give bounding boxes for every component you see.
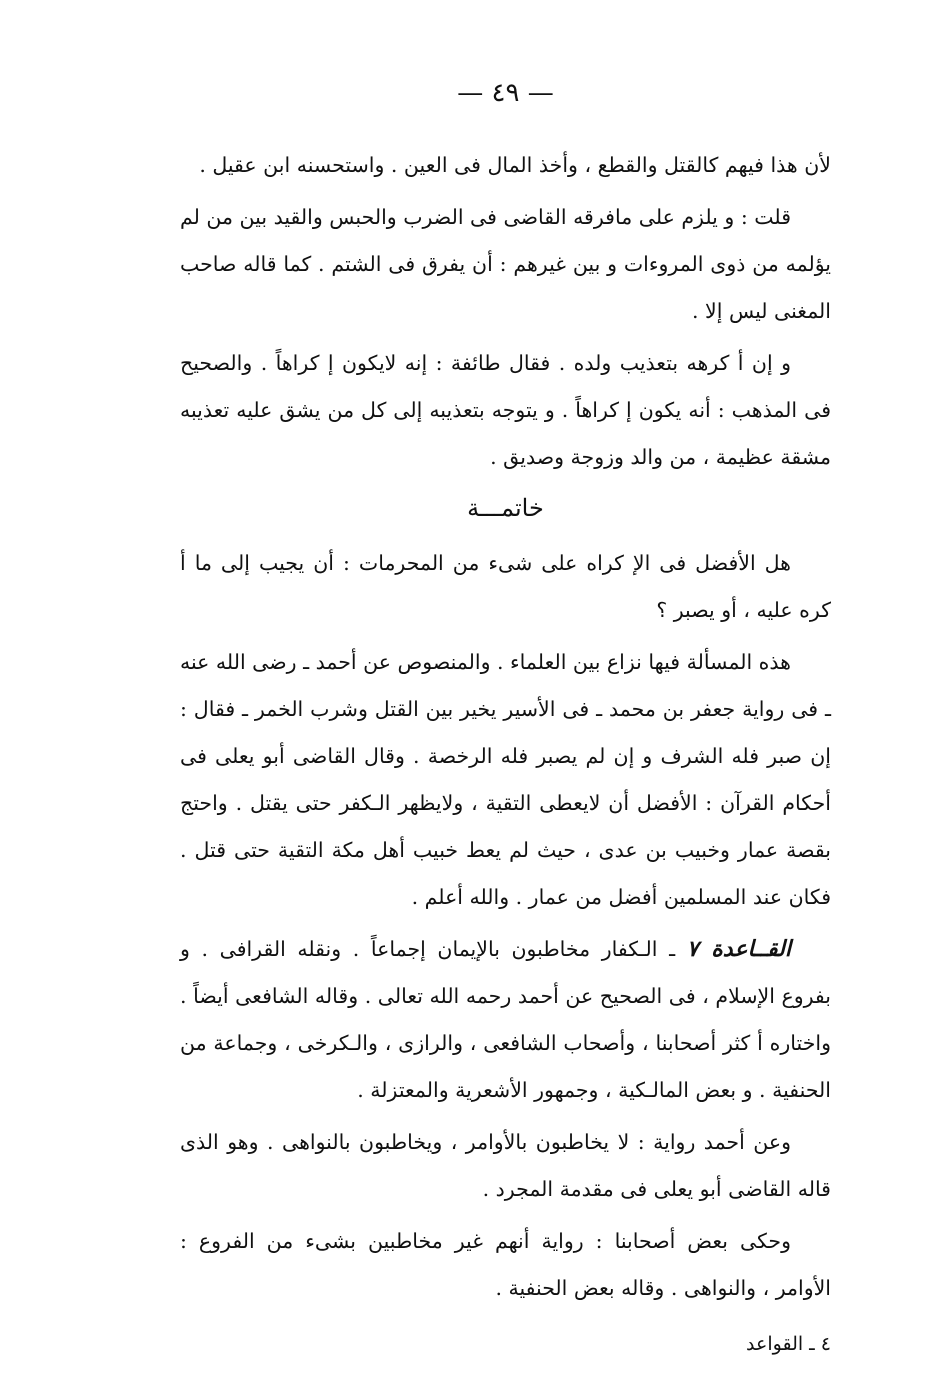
paragraph-bottom-1: وعن أحمد رواية : لا يخاطبون بالأوامر ، ويخاطبون بالنواهى . وهو الذى قاله القاضى أبو يعلى فى مقدمة المجرد . [180,1130,831,1201]
paragraph-top-1: لأن هذا فيهم كالقتل والقطع ، وأخذ المال فى العين . واستحسنه ابن عقيل . [199,153,831,177]
page-number: — ٤٩ — [457,78,554,108]
page-footer: ٤ ـ القواعد [746,1333,831,1355]
paragraph-top-3: و إن أ كرهه بتعذيب ولده . فقال طائفة : إنه لايكون إ كراهاً . والصحيح فى المذهب : أنه يكون إ كراهاً . و يتوجه بتعذيبه إلى كل من يشق عليه تعذيبه مشقة عظيمة ، من والد وزوجة وصديق . [180,351,831,469]
paragraph-top-2: قلت : و يلزم على مافرقه القاضى فى الضرب والحبس والقيد بين من لم يؤلمه من ذوى المروءات و بين غيرهم : أن يفرق فى الشتم . كما قاله صاحب المغنى ليس إلا . [180,205,831,323]
rule-paragraph [180,926,831,1114]
paragraph-middle-1: هل الأفضل فى الإ كراه على شىء من المحرمات : أن يجيب إلى ما أ كره عليه ، أو يصبر ؟ [180,551,831,622]
paragraph-bottom-2: وحكى بعض أصحابنا : رواية أنهم غير مخاطبين بشىء من الفروع : الأوامر ، والنواهى . وقاله بعض الحنفية . [180,1229,831,1300]
paragraph-middle-2: هذه المسألة فيها نزاع بين العلماء . والمنصوص عن أحمد ـ رضى الله عنه ـ فى رواية جعفر بن محمد ـ فى الأسير يخير بين القتل وشرب الخمر ـ فقال : إن صبر فله الشرف و إن لم يصبر فله الرخصة . وقال القاضى أبو يعلى فى أحكام القرآن : الأفضل أن لايعطى التقية ، ولايظهر الـكفر حتى يقتل . واحتج بقصة عمار وخبيب بن عدى ، حيث لم يعط خبيب أهل مكة التقية حتى قتل . فكان عند المسلمين أفضل من عمار . والله أعلم . [180,650,831,909]
rule-text: ـ الـكفار مخاطبون بالإيمان إجماعاً . ونقله القرافى . و بفروع الإسلام ، فى الصحيح عن أحمد رحمه الله تعالى . وقاله الشافعى أيضاً . واختاره أ كثر أصحابنا ، وأصحاب الشافعى ، والرازى ، والـكرخى ، وجماعة من الحنفية . و بعض المالـكية ، وجمهور الأشعرية والمعتزلة . [180,937,831,1102]
section-heading: خاتمـــة [467,494,544,522]
rule-label: القــاعدة ٧ [686,936,791,962]
